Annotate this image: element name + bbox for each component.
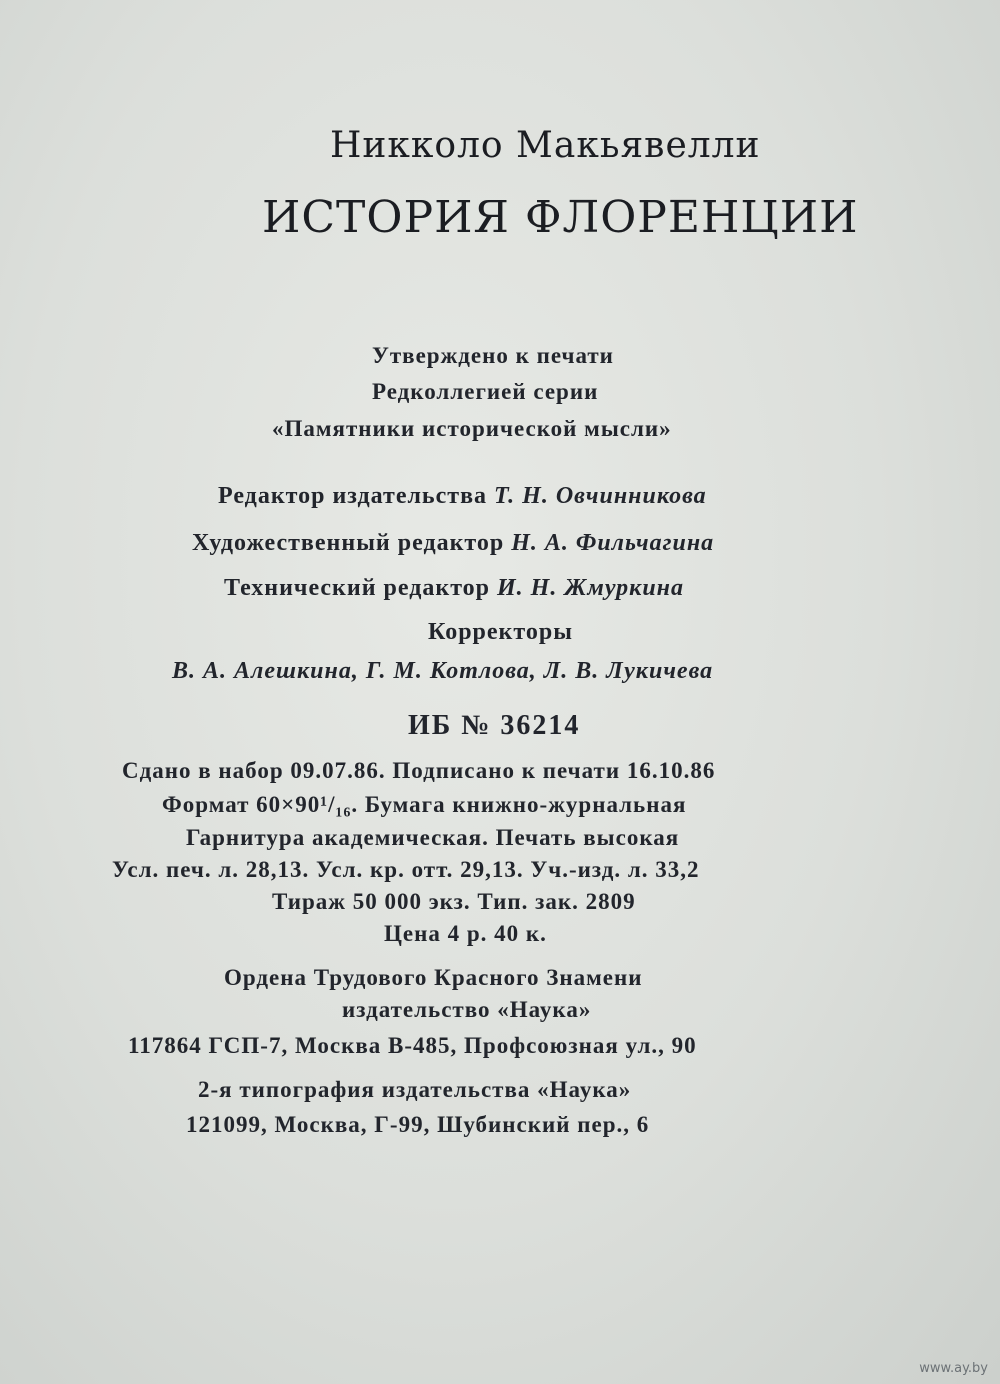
imprint-line-1: Сдано в набор 09.07.86. Подписано к печати 16.10.86 <box>122 758 716 783</box>
imprint-line-8: издательство «Наука» <box>342 997 592 1022</box>
approval-line-2: Редколлегией серии <box>372 379 599 404</box>
book-title: ИСТОРИЯ ФЛОРЕНЦИИ <box>262 192 859 243</box>
approval-line-1: Утверждено к печати <box>372 343 614 368</box>
ib-number: ИБ № 36214 <box>408 710 581 741</box>
publisher-editor <box>218 484 707 508</box>
imprint-line-7: Ордена Трудового Красного Знамени <box>224 965 643 990</box>
art-editor <box>192 531 714 555</box>
correctors-label: Корректоры <box>428 619 573 645</box>
imprint-line-3: Гарнитура академическая. Печать высокая <box>186 825 680 850</box>
publisher-editor-name: Т. Н. Овчинникова <box>494 483 707 509</box>
imprint-line-9: 117864 ГСП-7, Москва В-485, Профсоюзная ул., 90 <box>128 1033 697 1058</box>
imprint-line-5: Тираж 50 000 экз. Тип. зак. 2809 <box>272 889 636 914</box>
imprint-line-4: Усл. печ. л. 28,13. Усл. кр. отт. 29,13. Уч.-изд. л. 33,2 <box>112 857 700 882</box>
correctors-names: В. А. Алешкина, Г. М. Котлова, Л. В. Лукичева <box>172 658 714 684</box>
price: Цена 4 р. 40 к. <box>384 921 547 946</box>
approval-line-3: «Памятники исторической мысли» <box>272 416 672 441</box>
tech-editor-name: И. Н. Жмуркина <box>497 575 684 601</box>
publisher-editor-label: Редактор издательства <box>218 483 488 509</box>
tech-editor <box>224 576 684 600</box>
art-editor-label: Художественный редактор <box>192 530 505 556</box>
imprint-line-10: 2-я типография издательства «Наука» <box>198 1077 632 1102</box>
author-name: Никколо Макьявелли <box>330 125 761 166</box>
watermark: www.ay.by <box>919 1361 988 1376</box>
imprint-line-11: 121099, Москва, Г-99, Шубинский пер., 6 <box>186 1112 650 1137</box>
tech-editor-label: Технический редактор <box>224 575 491 601</box>
art-editor-name: Н. А. Фильчагина <box>511 530 715 556</box>
imprint-line-2: Формат 60×90¹/₁₆. Бумага книжно-журнальная <box>162 792 687 817</box>
